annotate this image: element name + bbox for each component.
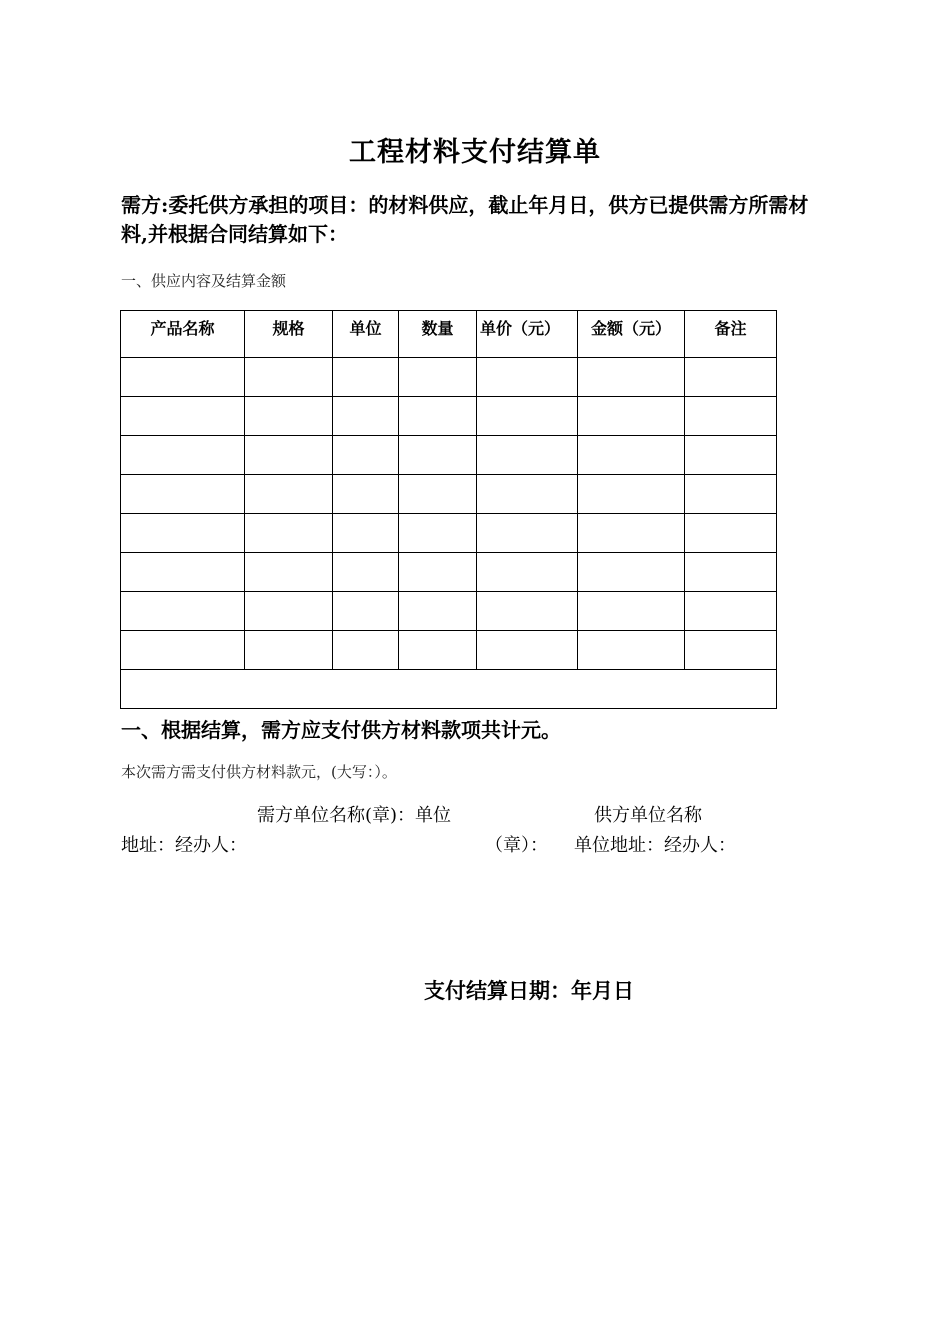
header-quantity: 数量 xyxy=(399,311,477,358)
table-cell[interactable] xyxy=(685,397,777,436)
table-cell[interactable] xyxy=(121,436,245,475)
table-cell[interactable] xyxy=(121,553,245,592)
table-cell[interactable] xyxy=(399,475,477,514)
table-cell[interactable] xyxy=(399,631,477,670)
table-row xyxy=(121,397,777,436)
table-cell[interactable] xyxy=(399,592,477,631)
payment-note: 本次需方需支付供方材料款元，(大写：）。 xyxy=(121,763,397,781)
table-cell[interactable] xyxy=(333,397,399,436)
table-cell[interactable] xyxy=(578,358,685,397)
table-cell[interactable] xyxy=(333,592,399,631)
table-cell[interactable] xyxy=(685,592,777,631)
table-cell[interactable] xyxy=(578,475,685,514)
table-cell[interactable] xyxy=(121,397,245,436)
table-cell[interactable] xyxy=(685,514,777,553)
header-spec: 规格 xyxy=(245,311,333,358)
table-cell[interactable] xyxy=(245,553,333,592)
table-row xyxy=(121,631,777,670)
table-row xyxy=(121,358,777,397)
table-cell[interactable] xyxy=(578,592,685,631)
table-cell[interactable] xyxy=(245,592,333,631)
table-cell[interactable] xyxy=(333,514,399,553)
table-cell[interactable] xyxy=(578,436,685,475)
section-heading-payment-total: 一、根据结算，需方应支付供方材料款项共计元。 xyxy=(121,718,561,742)
header-amount: 金额（元） xyxy=(578,311,685,358)
table-cell[interactable] xyxy=(685,436,777,475)
table-cell[interactable] xyxy=(477,553,578,592)
table-cell[interactable] xyxy=(399,358,477,397)
table-cell[interactable] xyxy=(477,475,578,514)
table-row xyxy=(121,475,777,514)
table-cell[interactable] xyxy=(399,397,477,436)
section-heading-supply: 一、供应内容及结算金额 xyxy=(121,272,287,290)
document-title: 工程材料支付结算单 xyxy=(349,137,601,168)
buyer-address-label: 地址：经办人： xyxy=(121,835,247,856)
table-total-row xyxy=(121,670,777,709)
table-cell[interactable] xyxy=(121,475,245,514)
table-cell[interactable] xyxy=(399,514,477,553)
settlement-date-label: 支付结算日期：年月日 xyxy=(424,978,634,1003)
table-cell[interactable] xyxy=(477,436,578,475)
table-cell[interactable] xyxy=(578,553,685,592)
table-cell[interactable] xyxy=(333,436,399,475)
table-cell[interactable] xyxy=(477,592,578,631)
table-row xyxy=(121,436,777,475)
table-cell[interactable] xyxy=(121,514,245,553)
table-cell[interactable] xyxy=(245,514,333,553)
table-cell[interactable] xyxy=(685,631,777,670)
table-cell[interactable] xyxy=(578,397,685,436)
table-cell[interactable] xyxy=(477,358,578,397)
table-row xyxy=(121,592,777,631)
table-cell[interactable] xyxy=(121,631,245,670)
buyer-name-label: 需方单位名称(章)：单位 xyxy=(257,805,452,826)
table-cell[interactable] xyxy=(121,592,245,631)
table-cell[interactable] xyxy=(578,631,685,670)
table-row xyxy=(121,514,777,553)
table-cell[interactable] xyxy=(399,436,477,475)
table-row xyxy=(121,553,777,592)
supplier-address-label: 单位地址：经办人： xyxy=(574,835,736,856)
supplier-seal-label: （章）： xyxy=(485,835,548,856)
table-cell[interactable] xyxy=(333,631,399,670)
intro-paragraph: 需方:委托供方承担的项目：的材料供应，截止年月日，供方已提供需方所需材料,并根据合同结算如下： xyxy=(121,193,809,246)
table-cell[interactable] xyxy=(477,631,578,670)
table-cell[interactable] xyxy=(245,397,333,436)
table-cell[interactable] xyxy=(685,358,777,397)
table-cell[interactable] xyxy=(685,475,777,514)
settlement-table xyxy=(120,310,777,709)
table-cell[interactable] xyxy=(477,397,578,436)
header-remarks: 备注 xyxy=(685,311,777,358)
header-unit: 单位 xyxy=(333,311,399,358)
table-cell[interactable] xyxy=(399,553,477,592)
supplier-name-label: 供方单位名称 xyxy=(594,805,702,826)
table-cell[interactable] xyxy=(685,553,777,592)
header-unit-price: 单价（元） xyxy=(477,311,578,358)
table-cell[interactable] xyxy=(333,475,399,514)
table-total-cell[interactable] xyxy=(121,670,777,709)
table-header-row xyxy=(121,311,777,358)
table-cell[interactable] xyxy=(121,358,245,397)
table-cell[interactable] xyxy=(477,514,578,553)
table-cell[interactable] xyxy=(578,514,685,553)
table-body xyxy=(121,358,777,709)
table-cell[interactable] xyxy=(245,358,333,397)
header-product-name: 产品名称 xyxy=(121,311,245,358)
table-cell[interactable] xyxy=(245,631,333,670)
table-cell[interactable] xyxy=(333,553,399,592)
table-cell[interactable] xyxy=(333,358,399,397)
table-cell[interactable] xyxy=(245,475,333,514)
table-cell[interactable] xyxy=(245,436,333,475)
